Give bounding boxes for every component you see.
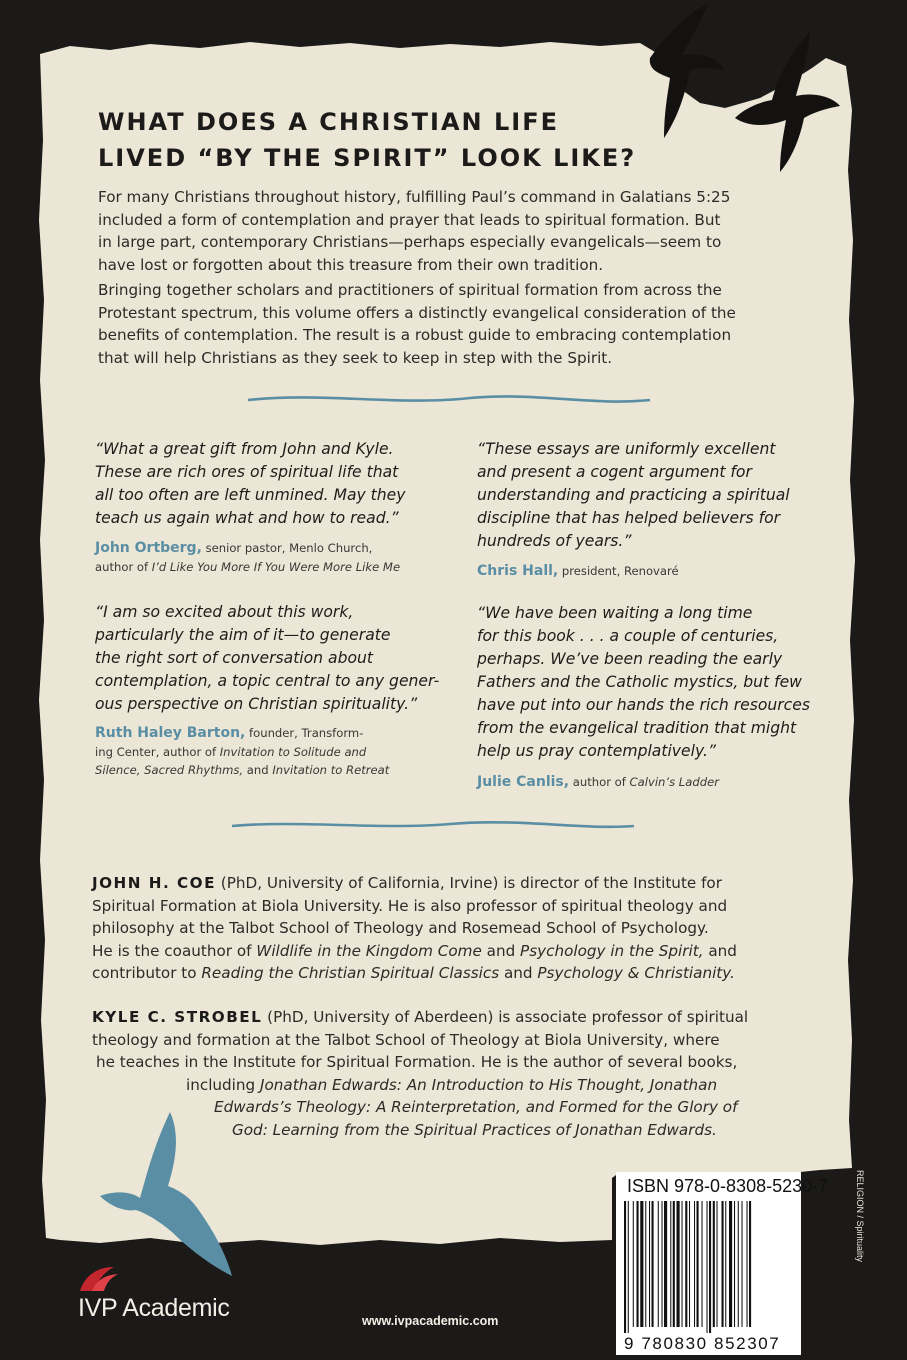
bio-text: and bbox=[481, 941, 521, 960]
barcode-bar bbox=[729, 1201, 732, 1327]
endorsement-quote-hall bbox=[477, 438, 790, 553]
endorsement-attribution-canlis bbox=[477, 773, 719, 792]
intro-paragraph-1 bbox=[98, 186, 814, 276]
endorsement-attribution-barton bbox=[95, 724, 389, 780]
book-title: Psychology in the Spirit, bbox=[520, 941, 704, 960]
barcode-bar bbox=[624, 1201, 626, 1333]
barcode-bar bbox=[709, 1201, 711, 1333]
quote-line: perhaps. We’ve been reading the early bbox=[477, 650, 783, 668]
barcode-bar bbox=[734, 1201, 735, 1327]
intro-line: benefits of contemplation. The result is a robust guide to embracing contemplation bbox=[98, 326, 732, 345]
publisher-name: IVP Academic bbox=[78, 1294, 230, 1322]
intro-line: that will help Christians as they seek to keep in step with the Spirit. bbox=[98, 348, 613, 367]
book-title: Silence, Sacred Rhythms, bbox=[95, 763, 244, 777]
barcode-bar bbox=[697, 1201, 699, 1327]
endorser-name: Ruth Haley Barton, bbox=[95, 725, 246, 741]
barcode-bar bbox=[694, 1201, 695, 1327]
quote-line: “These essays are uniformly excellent bbox=[477, 440, 776, 458]
headline bbox=[98, 104, 658, 176]
quote-line: teach us again what and how to read.” bbox=[95, 509, 399, 527]
book-title: Psychology & Christianity. bbox=[537, 964, 735, 983]
endorsement-attribution-hall bbox=[477, 562, 679, 581]
book-title: Invitation to Solitude and bbox=[219, 744, 367, 759]
endorser-role: and bbox=[243, 763, 273, 777]
bio-text: theology and formation at the Talbot School of Theology at Biola University, where bbox=[92, 1030, 720, 1049]
intro-line: Bringing together scholars and practitioners of spiritual formation from across the bbox=[98, 281, 722, 299]
barcode-bar bbox=[742, 1201, 743, 1327]
book-title: Edwards’s Theology: A Reinterpretation, and Formed for the Glory of bbox=[214, 1098, 738, 1117]
intro-line: have lost or forgotten about this treasure from their own tradition. bbox=[98, 255, 604, 274]
barcode-bar bbox=[658, 1201, 659, 1327]
barcode-bar bbox=[670, 1201, 671, 1327]
quote-line: “I am so excited about this work, bbox=[95, 603, 354, 621]
quote-line: “We have been waiting a long time bbox=[477, 604, 753, 622]
barcode-bar bbox=[725, 1201, 726, 1327]
barcode-bar bbox=[664, 1201, 667, 1327]
barcode-bar bbox=[633, 1201, 634, 1327]
barcode-bar bbox=[749, 1201, 751, 1327]
quote-line: hundreds of years.” bbox=[477, 532, 632, 550]
bio-john-coe bbox=[92, 872, 737, 985]
barcode-bar bbox=[652, 1201, 654, 1327]
publisher-logo-icon bbox=[78, 1261, 122, 1293]
barcode-bar bbox=[677, 1201, 680, 1327]
quote-line: discipline that has helped believers for bbox=[477, 509, 781, 527]
quote-line: contemplation, a topic central to any gener- bbox=[95, 672, 440, 690]
barcode-bar bbox=[738, 1201, 739, 1327]
book-title: Calvin’s Ladder bbox=[629, 775, 719, 789]
quote-line: and present a cogent argument for bbox=[477, 463, 752, 481]
barcode-bar bbox=[628, 1201, 629, 1333]
endorser-name: John Ortberg, bbox=[95, 540, 202, 556]
barcode-bar bbox=[717, 1201, 718, 1327]
quote-line: the right sort of conversation about bbox=[95, 649, 374, 667]
endorsement-quote-canlis bbox=[477, 602, 810, 763]
book-title: Jonathan Edwards: An Introduction to His Thought, Jonathan bbox=[260, 1075, 718, 1094]
bio-kyle-strobel bbox=[92, 1006, 748, 1142]
bio-text: contributor to bbox=[92, 964, 202, 983]
barcode-bar bbox=[637, 1201, 639, 1327]
isbn-label: ISBN 978-0-8308-5230-7 bbox=[627, 1176, 829, 1196]
bio-text: (PhD, University of California, Irvine) is director of the Institute for bbox=[215, 874, 722, 892]
quote-line: Fathers and the Catholic mystics, but few bbox=[477, 673, 802, 691]
bio-text: including bbox=[186, 1075, 260, 1094]
endorser-role: ing Center, author of bbox=[95, 744, 220, 759]
endorser-role: senior pastor, Menlo Church, bbox=[201, 541, 373, 555]
barcode-bar bbox=[682, 1201, 683, 1327]
author-name: KYLE C. STROBEL bbox=[92, 1008, 263, 1026]
intro-line: in large part, contemporary Christians—perhaps especially evangelicals—seem to bbox=[98, 233, 722, 252]
category-label: RELIGION / Spirituality bbox=[855, 1170, 865, 1263]
intro-line: included a form of contemplation and prayer that leads to spiritual formation. But bbox=[98, 210, 721, 229]
barcode-bar bbox=[707, 1201, 708, 1333]
bio-text: philosophy at the Talbot School of Theology and Rosemead School of Psychology. bbox=[92, 919, 709, 938]
bio-text: he teaches in the Institute for Spiritual Formation. He is the author of several books, bbox=[96, 1053, 738, 1072]
author-name: JOHN H. COE bbox=[92, 874, 216, 892]
book-title: Invitation to Retreat bbox=[272, 763, 390, 777]
barcode-bar bbox=[702, 1201, 703, 1327]
quote-line: particularly the aim of it—to generate bbox=[95, 626, 391, 644]
endorsement-quote-ortberg bbox=[95, 438, 406, 530]
intro-paragraph-2 bbox=[98, 279, 814, 369]
barcode-bar bbox=[673, 1201, 675, 1327]
endorser-role: author of bbox=[569, 775, 630, 789]
quote-line: help us pray contemplatively.” bbox=[477, 742, 717, 760]
quote-line: have put into our hands the rich resources bbox=[477, 696, 810, 714]
endorser-role: founder, Transform- bbox=[245, 726, 364, 740]
category-label-wrapper bbox=[853, 1170, 873, 1320]
endorser-name: Chris Hall, bbox=[477, 563, 559, 579]
barcode-bar bbox=[722, 1201, 724, 1327]
endorsement-attribution-ortberg bbox=[95, 539, 400, 576]
intro-line: For many Christians throughout history, fulfilling Paul’s command in Galatians 5:25 bbox=[98, 188, 731, 206]
barcode-bar bbox=[649, 1201, 650, 1327]
quote-line: from the evangelical tradition that might bbox=[477, 719, 797, 737]
bio-text: Spiritual Formation at Biola University. He is also professor of spiritual theology and bbox=[92, 896, 728, 915]
quote-line: These are rich ores of spiritual life that bbox=[95, 463, 399, 481]
barcode-bar bbox=[685, 1201, 687, 1327]
barcode bbox=[618, 1201, 798, 1333]
headline-line-1: WHAT DOES A CHRISTIAN LIFE bbox=[98, 108, 560, 136]
intro-line: Protestant spectrum, this volume offers a distinctly evangelical consideration of the bbox=[98, 303, 736, 322]
publisher-website: www.ivpacademic.com bbox=[362, 1314, 499, 1328]
barcode-bar bbox=[645, 1201, 646, 1327]
endorser-role: author of bbox=[95, 559, 152, 574]
barcode-bar bbox=[713, 1201, 715, 1327]
book-title: Wildlife in the Kingdom Come bbox=[256, 941, 482, 960]
bio-text: and bbox=[499, 964, 538, 983]
book-title: Reading the Christian Spiritual Classics bbox=[201, 964, 500, 983]
barcode-bar bbox=[747, 1201, 748, 1327]
endorser-role: president, Renovaré bbox=[558, 564, 679, 578]
bio-text: and bbox=[703, 941, 737, 960]
book-title: I’d Like You More If You Were More Like Me bbox=[151, 559, 401, 574]
book-title: God: Learning from the Spiritual Practices of Jonathan Edwards. bbox=[232, 1120, 717, 1139]
barcode-number: 9 780830 852307 bbox=[624, 1334, 781, 1353]
headline-line-2: LIVED “BY THE SPIRIT” LOOK LIKE? bbox=[98, 144, 637, 172]
barcode-bar bbox=[662, 1201, 663, 1327]
quote-line: ous perspective on Christian spirituality.” bbox=[95, 695, 418, 713]
bio-text: (PhD, University of Aberdeen) is associate professor of spiritual bbox=[262, 1008, 749, 1026]
bio-text: He is the coauthor of bbox=[92, 941, 257, 960]
quote-line: “What a great gift from John and Kyle. bbox=[95, 440, 394, 458]
quote-line: understanding and practicing a spiritual bbox=[477, 486, 790, 504]
endorsement-quote-barton bbox=[95, 601, 439, 716]
barcode-bar bbox=[640, 1201, 643, 1327]
quote-line: for this book . . . a couple of centuries, bbox=[477, 627, 779, 645]
endorser-name: Julie Canlis, bbox=[477, 774, 570, 790]
barcode-bar bbox=[689, 1201, 690, 1327]
quote-line: all too often are left unmined. May they bbox=[95, 486, 406, 504]
